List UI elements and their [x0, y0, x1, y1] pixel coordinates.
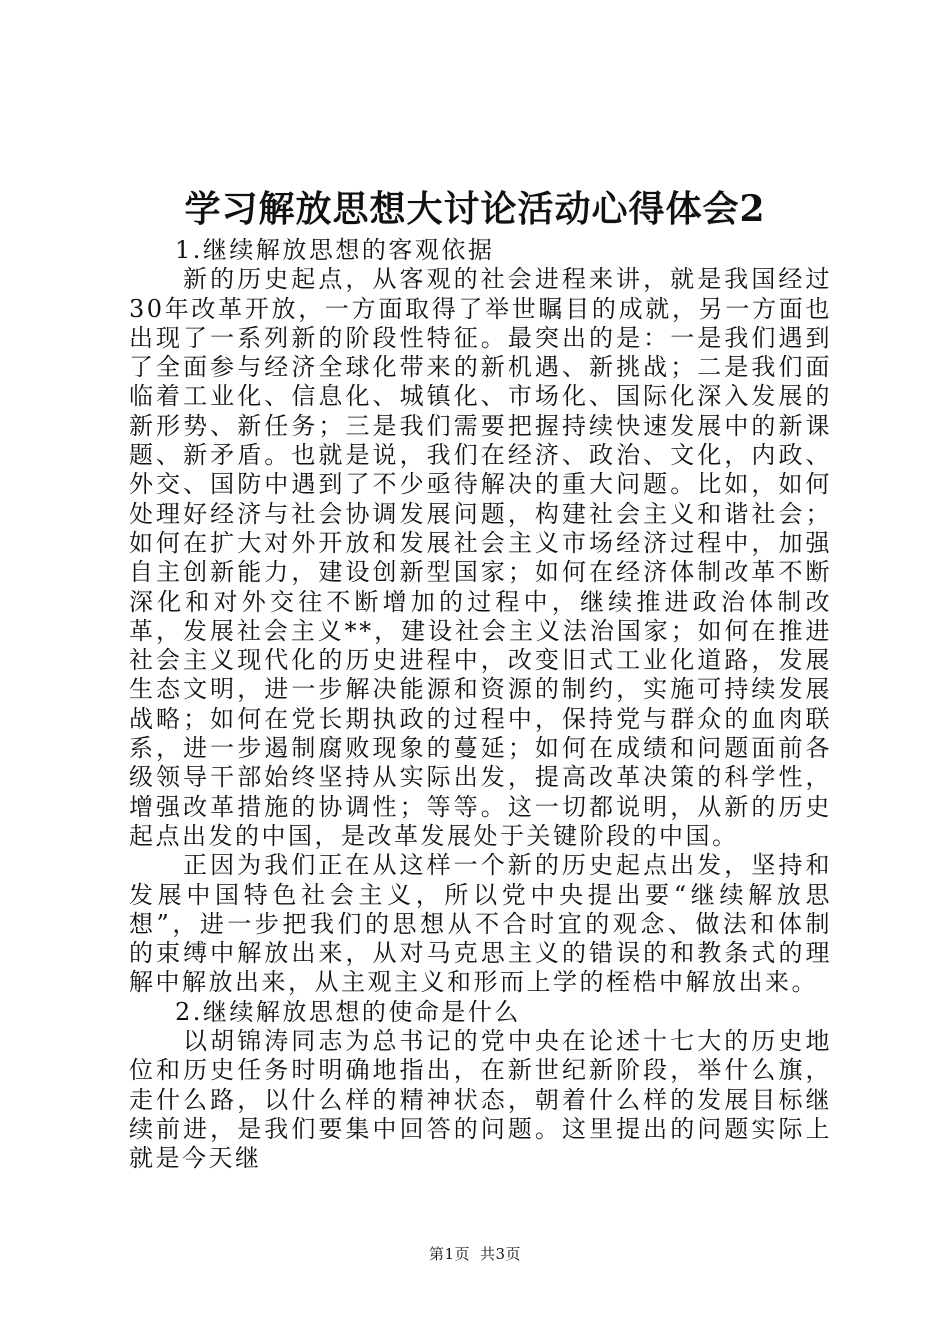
paragraph: 新的历史起点，从客观的社会进程来讲，就是我国经过30年改革开放，一方面取得了举世瞩目的成就，另一方面也出现了一系列新的阶段性特征。最突出的是：一是我们遇到了全面参与经济全球化带来的新机遇、新挑战；二是我们面临着工业化、信息化、城镇化、市场化、国际化深入发展的新形势、新任务；三是我们需要把握持续快速发展中的新课题、新矛盾。也就是说，我们在经济、政治、文化，内政、外交、国防中遇到了不少亟待解决的重大问题。比如，如何处理好经济与社会协调发展问题，构建社会主义和谐社会；如何在扩大对外开放和发展社会主义市场经济过程中，加强自主创新能力，建设创新型国家；如何在经济体制改革不断深化和对外交往不断增加的过程中，继续推进政治体制改革，发展社会主义**，建设社会主义法治国家；如何在推进社会主义现代化的历史进程中，改变旧式工业化道路，发展生态文明，进一步解决能源和资源的制约，实施可持续发展战略；如何在党长期执政的过程中，保持党与群众的血肉联系，进一步遏制腐败现象的蔓延；如何在成绩和问题面前各级领导干部始终坚持从实际出发，提高改革决策的科学性，增强改革措施的协调性；等等。这一切都说明，从新的历史起点出发的中国，是改革发展处于关键阶段的中国。 — [129, 265, 832, 850]
paragraph: 正因为我们正在从这样一个新的历史起点出发，坚持和发展中国特色社会主义，所以党中央提出要“继续解放思想”，进一步把我们的思想从不合时宜的观念、做法和体制的束缚中解放出来，从对马克思主义的错误的和教条式的理解中解放出来，从主观主义和形而上学的桎梏中解放出来。 — [129, 851, 832, 997]
document-body — [129, 236, 832, 1174]
page-total: 共3页 — [480, 1245, 522, 1263]
page-number: 第1页 — [428, 1245, 470, 1263]
page-footer — [0, 1244, 950, 1264]
paragraph: 以胡锦涛同志为总书记的党中央在论述十七大的历史地位和历史任务时明确地指出，在新世纪新阶段，举什么旗，走什么路，以什么样的精神状态，朝着什么样的发展目标继续前进，是我们要集中回答的问题。这里提出的问题实际上就是今天继 — [129, 1027, 832, 1173]
section-heading: 2.继续解放思想的使命是什么 — [175, 997, 521, 1026]
section-heading: 1.继续解放思想的客观依据 — [175, 236, 495, 264]
document-title: 学习解放思想大讨论活动心得体会2 — [184, 188, 766, 230]
